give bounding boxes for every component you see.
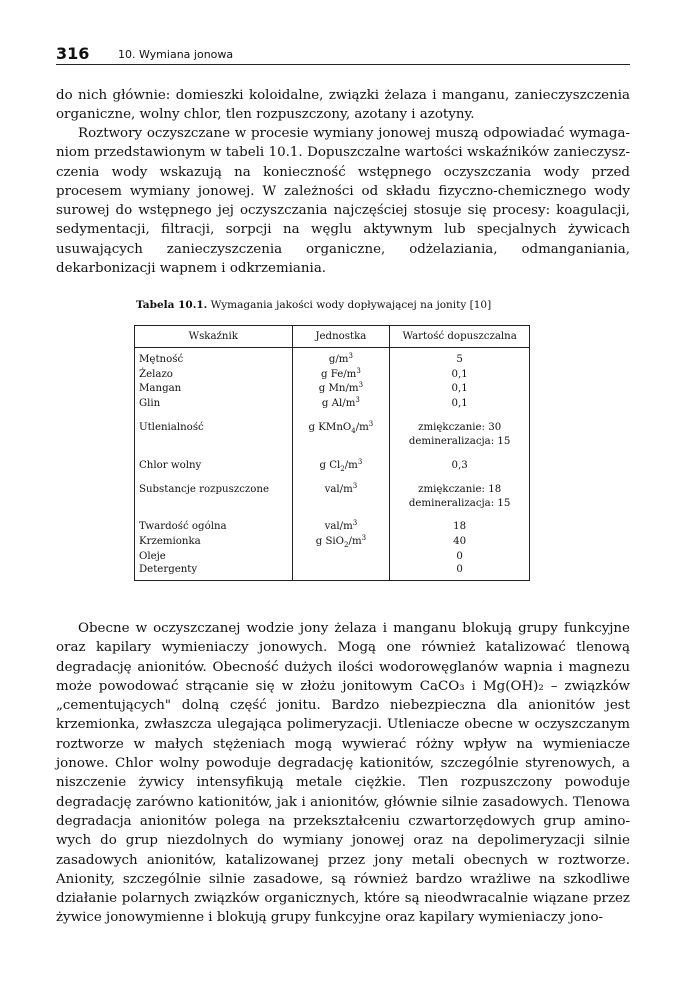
- row-value-line: demineralizacja: 15: [408, 497, 511, 509]
- row-unit: g $Cl_2/m^3$: [292, 449, 390, 474]
- row-value: 0,3: [390, 449, 530, 474]
- row-name: Substancje rozpuszczone: [135, 473, 293, 510]
- row-unit: g $KMnO_4/m^3$: [292, 411, 390, 448]
- row-value: [390, 411, 530, 448]
- row-name: Mangan: [135, 382, 293, 397]
- row-value: 5: [390, 348, 530, 368]
- table-row: [135, 449, 530, 474]
- row-unit: [292, 550, 390, 564]
- row-value-line: zmiękczanie: 18: [418, 484, 502, 496]
- row-unit: val/$m^3$: [292, 473, 390, 510]
- header-unit: Jednostka: [292, 326, 390, 348]
- row-name: Mętność: [135, 348, 293, 368]
- paragraph-3-part-2: „cementujących" dolną część jonitu. Bardzo niebezpieczna dla anionitów jest krzemionka, zwłaszcza ulegająca polimeryzacji. Utleniacze obecne w oczyszczanym roztworze w małych stężeniach mogą wywierać różny wpływ na wymieniacze jonowe. Chlor wolny powoduje degradację kationitów, szczególnie styrenowych, a niszczenie żywicy intensyfikują metale ciężkie. Tlen rozpuszczony powoduje degradację zarówno kationitów, jak i anionitów, głównie silnie zasadowych. Tlenowa degradacja anionitów polega na przekształceniu czwartorzędowych grup aminowych do grup niezdolnych do wymiany jonowej oraz na depolimeryzacji silnie zasadowych anionitów, katalizowanej przez jony metali obecnych w roztworze. Anionity, szczególnie silnie zasadowe, są również bardzo wrażliwe na szkodliwe działanie polarnych związków organicznych, które są nieodwracalnie wiązane przez żywice jonowymienne i blokują grupy funkcyjne oraz kapilary wymieniaczy jono-: [56, 698, 630, 926]
- row-unit: [292, 563, 390, 580]
- row-value: 0,1: [390, 382, 530, 397]
- row-value: 0,1: [390, 397, 530, 412]
- row-value: 40: [390, 535, 530, 550]
- row-name: Chlor wolny: [135, 449, 293, 474]
- table-caption-text: Wymagania jakości wody dopływającej na jonity [10]: [210, 299, 492, 311]
- header-indicator: Wskaźnik: [135, 326, 293, 348]
- table-row: [135, 473, 530, 510]
- row-value: 0,1: [390, 368, 530, 383]
- table-caption: [136, 299, 491, 311]
- header-value: Wartość dopuszczalna: [390, 326, 530, 348]
- table-row: [135, 348, 530, 368]
- page-header: [56, 44, 630, 65]
- row-name: Glin: [135, 397, 293, 412]
- row-unit: $g/m^3$: [292, 348, 390, 368]
- table-label: Tabela 10.1.: [136, 299, 208, 311]
- table-row: [135, 411, 530, 448]
- table-row: [135, 535, 530, 550]
- row-value: 18: [390, 510, 530, 535]
- row-name: Oleje: [135, 550, 293, 564]
- paragraph-2: Roztwory oczyszczane w procesie wymiany jonowej muszą odpowiadać wymaganiom przedstawionym w tabeli 10.1. Dopuszczalne wartości wskaźników zanieczyszczenia wody wskazują na konieczność wstępnego oczyszczania wody przed procesem wymiany jonowej. W zależności od składu fizyczno-chemicznego wody surowej do wstępnego jej oczyszczania najczęściej stosuje się procesy: koagulacji, sedymentacji, filtracji, sorpcji na węglu aktywnym lub specjalnych żywicach usuwających zanieczyszczenia organiczne, odżelaziania, odmanganiania, dekarbonizacji wapnem i odkrzemiania.: [56, 126, 630, 277]
- row-value: [390, 473, 530, 510]
- row-name: Twardość ogólna: [135, 510, 293, 535]
- row-name: Żelazo: [135, 368, 293, 383]
- row-value-line: zmiękczanie: 30: [418, 422, 502, 434]
- table-row: [135, 382, 530, 397]
- water-requirements-table: [134, 325, 530, 581]
- table-row: [135, 510, 530, 535]
- page-number: 316: [56, 44, 90, 63]
- table-row: [135, 397, 530, 412]
- table-header-row: [135, 326, 530, 348]
- table-row: [135, 368, 530, 383]
- row-value-line: demineralizacja: 15: [408, 435, 511, 447]
- row-name: Detergenty: [135, 563, 293, 580]
- chapter-title: 10. Wymiana jonowa: [118, 48, 234, 61]
- table-row: [135, 550, 530, 564]
- table-row: [135, 563, 530, 580]
- paragraph-3: [56, 619, 630, 928]
- row-unit: g $SiO_2/m^3$: [292, 535, 390, 550]
- row-name: Krzemionka: [135, 535, 293, 550]
- row-unit: g $Al/m^3$: [292, 397, 390, 412]
- row-unit: g $Mn/m^3$: [292, 382, 390, 397]
- row-unit: val/$m^3$: [292, 510, 390, 535]
- row-value: 0: [390, 563, 530, 580]
- row-value: 0: [390, 550, 530, 564]
- row-name: Utlenialność: [135, 411, 293, 448]
- row-unit: g $Fe/m^3$: [292, 368, 390, 383]
- paragraph-3-part-1: Obecne w oczyszczanej wodzie jony żelaza i manganu blokują grupy funkcyjne oraz kapilary wymieniaczy jonowych. Mogą one również katalizować tlenową degradację anionitów. Obecność dużych ilości wodorowęglanów wapnia i magnezu może powodować strącanie się w złożu jonitowym CaCO₃ i Mg(OH)₂ – związków: [56, 621, 630, 694]
- paragraph-1: do nich głównie: domieszki koloidalne, związki żelaza i manganu, zanieczyszczenia organiczne, wolny chlor, tlen rozpuszczony, azotany i azotyny.: [56, 88, 630, 123]
